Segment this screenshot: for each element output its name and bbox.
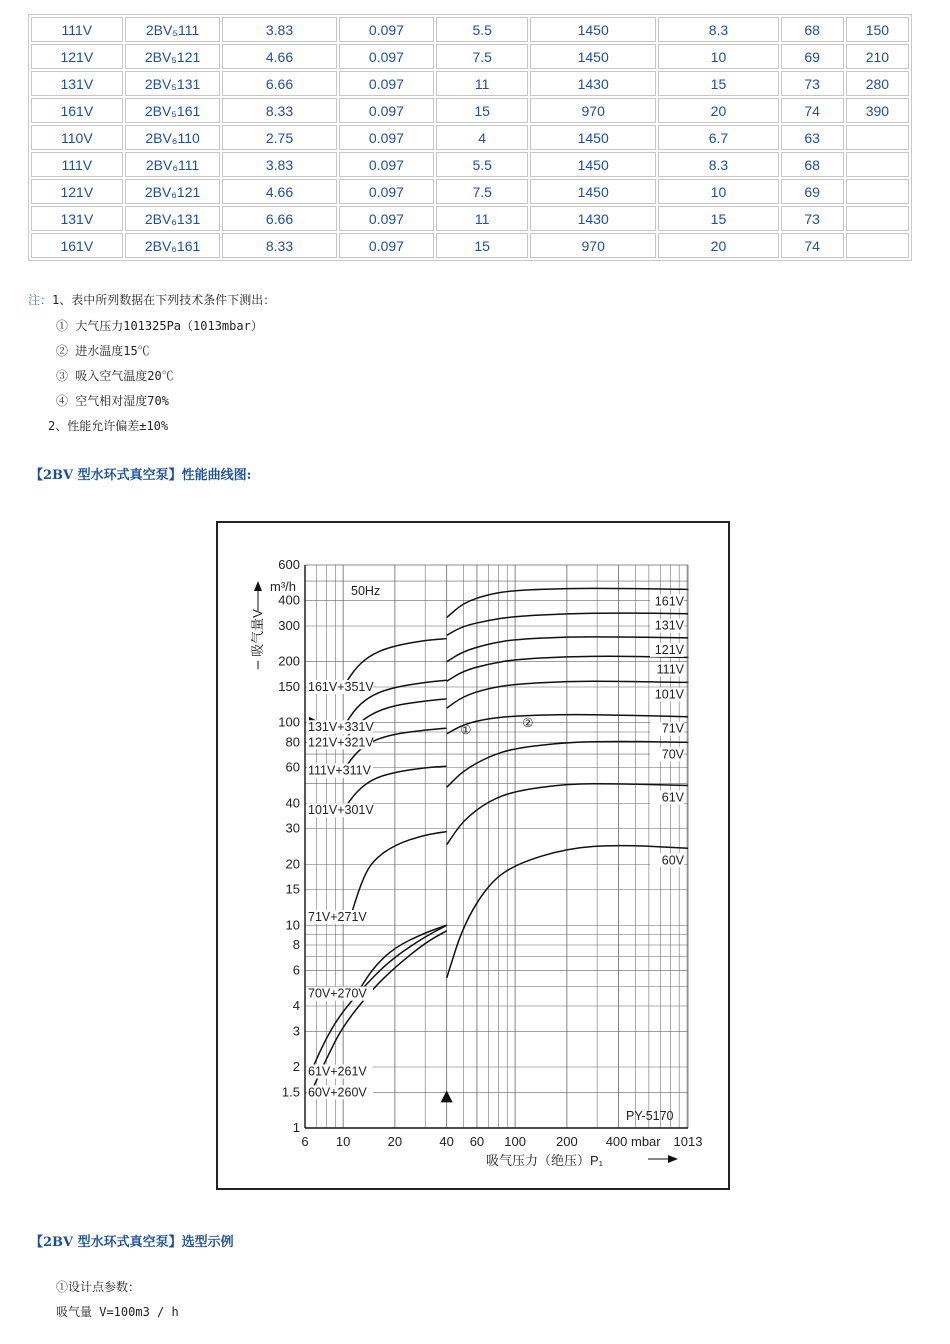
table-cell xyxy=(846,233,909,258)
series-label: 101V xyxy=(654,687,684,702)
table-cell: 4.66 xyxy=(222,179,336,204)
y-tick-label: 60 xyxy=(285,759,300,775)
y-tick-label: 300 xyxy=(278,618,300,634)
spec-table xyxy=(28,14,912,261)
series-label: 60V+260V xyxy=(308,1085,367,1100)
table-cell: 6.7 xyxy=(658,125,778,150)
table-cell: 111V xyxy=(31,152,123,177)
y-tick-label: 1.5 xyxy=(281,1084,300,1100)
table-cell: 150 xyxy=(846,17,909,42)
y-tick-label: 400 xyxy=(278,592,300,608)
note-item: ① 大气压力101325Pa（1013mbar） xyxy=(56,319,263,333)
x-tick-label: 60 xyxy=(469,1134,485,1149)
x-tick-label: 40 xyxy=(439,1134,454,1149)
series-label: 121V+321V xyxy=(308,735,374,750)
note-lead: 注： xyxy=(28,293,53,307)
table-row xyxy=(31,206,909,231)
table-cell: 0.097 xyxy=(339,233,435,258)
table-row xyxy=(31,152,909,177)
series-line xyxy=(357,925,447,993)
table-cell: 1450 xyxy=(530,125,656,150)
chart-grid xyxy=(305,565,688,1128)
table-cell xyxy=(846,206,909,231)
table-cell: 10 xyxy=(658,44,778,69)
x-tick-label: 20 xyxy=(387,1134,403,1149)
table-cell: 0.097 xyxy=(339,179,435,204)
table-cell: 280 xyxy=(846,71,909,96)
table-cell: 970 xyxy=(530,233,656,258)
series-label: 70V xyxy=(661,747,684,762)
example-line-2: 吸气量 V=100m3 / h xyxy=(56,1305,179,1319)
table-cell: 1430 xyxy=(530,71,656,96)
table-cell: 69 xyxy=(781,179,844,204)
x-tick-label: 6 xyxy=(301,1134,309,1149)
table-cell: 2BV₅121 xyxy=(125,44,221,69)
table-cell xyxy=(846,125,909,150)
chart-svg xyxy=(218,523,732,1192)
table-cell: 2BV₆131 xyxy=(125,206,221,231)
table-cell: 5.5 xyxy=(436,17,528,42)
chart-series xyxy=(311,588,688,1092)
table-cell: 6.66 xyxy=(222,206,336,231)
table-row xyxy=(31,71,909,96)
series-label: 121V xyxy=(654,642,684,657)
table-cell: 1450 xyxy=(530,152,656,177)
drawing-code: PY-5170 xyxy=(626,1109,674,1123)
table-cell: 2BV₆110 xyxy=(125,125,221,150)
table-cell: 131V xyxy=(31,71,123,96)
table-cell: 2BV₆111 xyxy=(125,152,221,177)
note-line-1 xyxy=(28,291,275,308)
table-cell: 2BV₅161 xyxy=(125,98,221,123)
series-label: 71V+271V xyxy=(308,909,367,924)
table-cell: 68 xyxy=(781,17,844,42)
y-tick-label: 20 xyxy=(285,856,300,872)
table-cell: 7.5 xyxy=(436,44,528,69)
table-cell: 6.66 xyxy=(222,71,336,96)
series-label: 71V xyxy=(661,721,684,736)
table-cell: 210 xyxy=(846,44,909,69)
spec-table-body xyxy=(31,17,909,258)
series-label: 60V xyxy=(661,853,684,868)
y-tick-label: 80 xyxy=(285,734,300,750)
series-label: 111V xyxy=(656,662,684,677)
y-tick-label: 6 xyxy=(292,962,300,978)
table-cell: 121V xyxy=(31,179,123,204)
table-cell: 2BV₆121 xyxy=(125,179,221,204)
series-label: 131V+331V xyxy=(308,720,374,735)
example-line-1: ①设计点参数： xyxy=(56,1280,141,1294)
table-cell: 2BV₅111 xyxy=(125,17,221,42)
series-label: 161V xyxy=(654,594,684,609)
region-label-1: ① xyxy=(460,722,472,737)
table-cell: 8.33 xyxy=(222,98,336,123)
table-cell: 74 xyxy=(781,233,844,258)
table-cell: 4 xyxy=(436,125,528,150)
table-cell: 8.3 xyxy=(658,152,778,177)
table-row xyxy=(31,125,909,150)
chart-axes xyxy=(278,557,702,1149)
curve-section-title: 【2BV 型水环式真空泵】性能曲线图: xyxy=(30,468,252,483)
note-item: ④ 空气相对湿度70% xyxy=(56,394,169,408)
series-label: 101V+301V xyxy=(308,803,374,818)
y-tick-label: 40 xyxy=(285,795,300,811)
y-axis-title: 吸气量V xyxy=(250,609,265,657)
y-tick-label: 600 xyxy=(278,557,300,572)
table-cell: 20 xyxy=(658,233,778,258)
table-cell: 0.097 xyxy=(339,125,435,150)
x-tick-label: 400 mbar xyxy=(605,1134,661,1149)
table-cell: 73 xyxy=(781,71,844,96)
y-tick-label: 1 xyxy=(292,1120,300,1135)
y-tick-label: 8 xyxy=(292,936,300,952)
region-label-2: ② xyxy=(522,716,534,731)
table-cell: 970 xyxy=(530,98,656,123)
table-cell: 73 xyxy=(781,206,844,231)
y-tick-label: 4 xyxy=(292,997,300,1013)
table-cell: 2.75 xyxy=(222,125,336,150)
table-cell: 68 xyxy=(781,152,844,177)
series-label: 70V+270V xyxy=(308,986,367,1001)
table-cell: 15 xyxy=(436,233,528,258)
table-row xyxy=(31,44,909,69)
example-section-title: 【2BV 型水环式真空泵】选型示例 xyxy=(30,1235,234,1250)
table-cell: 74 xyxy=(781,98,844,123)
table-cell: 390 xyxy=(846,98,909,123)
series-label: 61V xyxy=(661,790,684,805)
y-tick-label: 30 xyxy=(285,820,300,836)
table-cell: 3.83 xyxy=(222,152,336,177)
table-cell: 4.66 xyxy=(222,44,336,69)
table-cell: 1450 xyxy=(530,17,656,42)
frequency-label: 50Hz xyxy=(351,584,381,598)
series-line xyxy=(350,832,446,917)
table-cell: 111V xyxy=(31,17,123,42)
y-tick-label: 100 xyxy=(278,714,300,730)
table-cell: 15 xyxy=(658,71,778,96)
note-item: ② 进水温度15℃ xyxy=(56,344,150,358)
y-tick-label: 10 xyxy=(285,917,300,933)
note-text-1: 1、表中所列数据在下列技术条件下测出： xyxy=(52,293,276,307)
x-axis-arrow-icon xyxy=(668,1155,678,1163)
x-axis-title: 吸气压力（绝压）P₁ xyxy=(486,1153,604,1168)
x-tick-label: 1013 xyxy=(673,1134,703,1149)
y-tick-label: 2 xyxy=(292,1058,300,1074)
table-cell: 0.097 xyxy=(339,206,435,231)
table-cell: 8.33 xyxy=(222,233,336,258)
table-row xyxy=(31,233,909,258)
table-cell: 10 xyxy=(658,179,778,204)
table-cell: 0.097 xyxy=(339,98,435,123)
table-cell: 7.5 xyxy=(436,179,528,204)
y-tick-label: 150 xyxy=(278,679,300,695)
table-cell: 0.097 xyxy=(339,17,435,42)
table-cell: 0.097 xyxy=(339,71,435,96)
y-tick-label: 3 xyxy=(292,1023,300,1039)
table-cell: 11 xyxy=(436,71,528,96)
series-label: 61V+261V xyxy=(308,1064,367,1079)
table-cell: 1430 xyxy=(530,206,656,231)
table-cell: 3.83 xyxy=(222,17,336,42)
table-cell: 131V xyxy=(31,206,123,231)
y-tick-label: 15 xyxy=(285,881,300,897)
series-label: 111V+311V xyxy=(308,763,371,778)
table-cell: 20 xyxy=(658,98,778,123)
note-line-2: 2、性能允许偏差±10% xyxy=(48,419,169,433)
note-item: ③ 吸入空气温度20℃ xyxy=(56,369,174,383)
y-axis-unit: m³/h xyxy=(270,579,296,594)
table-cell: 63 xyxy=(781,125,844,150)
table-cell: 8.3 xyxy=(658,17,778,42)
x-tick-label: 200 xyxy=(555,1134,578,1149)
table-cell: 161V xyxy=(31,233,123,258)
chart-labels xyxy=(250,579,685,1168)
performance-chart xyxy=(216,521,730,1190)
table-cell: 1450 xyxy=(530,44,656,69)
x-tick-label: 10 xyxy=(335,1134,351,1149)
table-row xyxy=(31,179,909,204)
table-cell: 110V xyxy=(31,125,123,150)
table-cell xyxy=(846,152,909,177)
table-cell: 15 xyxy=(436,98,528,123)
table-cell: 1450 xyxy=(530,179,656,204)
table-cell: 69 xyxy=(781,44,844,69)
table-cell: 11 xyxy=(436,206,528,231)
x-tick-label: 100 xyxy=(504,1134,526,1149)
y-tick-label: 200 xyxy=(278,653,300,669)
table-cell: 15 xyxy=(658,206,778,231)
table-row xyxy=(31,98,909,123)
series-label: 161V+351V xyxy=(308,680,374,695)
table-cell: 161V xyxy=(31,98,123,123)
table-cell: 121V xyxy=(31,44,123,69)
table-row xyxy=(31,17,909,42)
table-cell: 0.097 xyxy=(339,152,435,177)
series-label: 131V xyxy=(654,618,684,633)
table-cell: 0.097 xyxy=(339,44,435,69)
table-cell: 5.5 xyxy=(436,152,528,177)
table-cell: 2BV₅131 xyxy=(125,71,221,96)
table-cell: 2BV₆161 xyxy=(125,233,221,258)
table-cell xyxy=(846,179,909,204)
